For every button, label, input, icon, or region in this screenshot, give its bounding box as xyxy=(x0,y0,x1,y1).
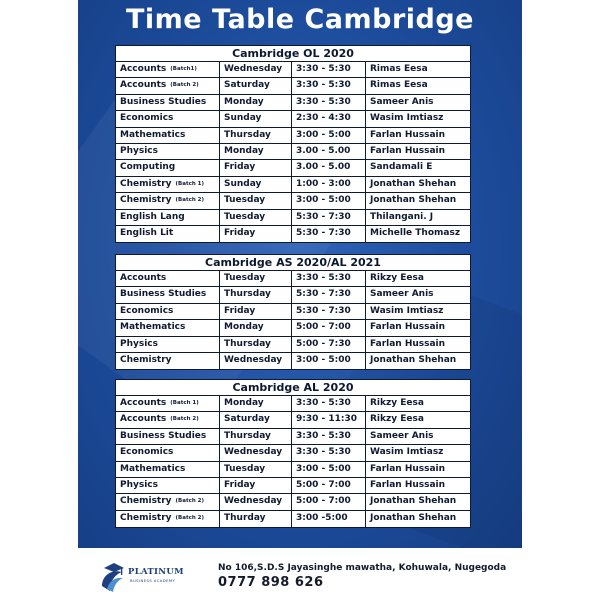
day-cell: Thursday xyxy=(220,337,292,352)
time-cell: 5:00 - 7:00 xyxy=(292,320,366,335)
day-cell: Friday xyxy=(220,478,292,493)
time-cell: 3:00 - 5:00 xyxy=(292,128,366,143)
table-row xyxy=(116,62,470,78)
table-row xyxy=(116,478,470,494)
teacher-cell: Farlan Hussain xyxy=(370,463,446,474)
table-row xyxy=(116,193,470,209)
subject: Computing xyxy=(120,162,176,173)
subject-cell xyxy=(116,511,220,527)
platinum-logo xyxy=(100,560,192,594)
phone-number[interactable]: 0777 898 626 xyxy=(218,575,324,590)
logo-subtitle: BUSINESS ACADEMY xyxy=(130,578,176,583)
time-cell: 5:00 - 7:00 xyxy=(292,478,366,493)
subject-cell xyxy=(116,62,220,77)
table-row xyxy=(116,320,470,336)
teacher-cell: Farlan Hussain xyxy=(370,129,446,140)
teacher-cell: Farlan Hussain xyxy=(370,322,446,333)
al-2020-table xyxy=(115,379,471,528)
table-row xyxy=(116,412,470,428)
teacher-cell: Farlan Hussain xyxy=(370,479,446,490)
batch-label: (Batch 2) xyxy=(175,498,205,505)
timetable-poster xyxy=(78,0,522,548)
subject: Economics xyxy=(120,447,174,458)
table-row xyxy=(116,445,470,461)
teacher-cell: Farlan Hussain xyxy=(370,338,446,349)
day-cell: Thursday xyxy=(220,128,292,143)
subject-cell xyxy=(116,396,220,411)
time-cell: 1:00 - 3:00 xyxy=(292,177,366,192)
time-cell: 3.00 - 5.00 xyxy=(292,144,366,159)
subject: English Lang xyxy=(120,211,185,222)
time-cell: 5:30 - 7:30 xyxy=(292,304,366,319)
day-cell: Saturday xyxy=(220,412,292,427)
subject: Chemistry xyxy=(120,496,172,507)
table-row xyxy=(116,95,470,111)
teacher-cell: Wasim Imtiasz xyxy=(370,305,444,316)
day-cell: Thursday xyxy=(220,429,292,444)
teacher-cell: Rimas Eesa xyxy=(370,80,428,91)
table-row xyxy=(116,111,470,127)
day-cell: Monday xyxy=(220,396,292,411)
subject: Accounts xyxy=(120,398,167,408)
table-row xyxy=(116,160,470,176)
logo-name: PLATINUM xyxy=(128,567,184,577)
time-cell: 5:00 - 7:00 xyxy=(292,494,366,509)
time-cell: 3:00 - 5:00 xyxy=(292,462,366,477)
time-cell: 5:30 - 7:30 xyxy=(292,287,366,302)
subject: Chemistry xyxy=(120,512,172,523)
subject: Accounts xyxy=(120,64,167,74)
table-row xyxy=(116,337,470,353)
teacher-cell: Sameer Anis xyxy=(370,96,434,107)
table-row xyxy=(116,144,470,160)
table-row xyxy=(116,511,470,527)
day-cell: Sunday xyxy=(220,177,292,192)
table-row xyxy=(116,226,470,242)
day-cell: Tuesday xyxy=(220,210,292,225)
subject-cell xyxy=(116,226,220,242)
time-cell: 5:30 - 7:30 xyxy=(292,226,366,242)
subject-cell xyxy=(116,478,220,493)
table-row xyxy=(116,78,470,94)
day-cell: Wednesday xyxy=(220,494,292,509)
day-cell: Friday xyxy=(220,160,292,175)
time-cell: 3:00 -5:00 xyxy=(292,511,366,527)
subject-cell xyxy=(116,193,220,208)
subject: English Lit xyxy=(120,227,174,238)
subject-cell xyxy=(116,353,220,369)
subject-cell xyxy=(116,462,220,477)
subject: Mathematics xyxy=(120,322,186,333)
subject-cell xyxy=(116,304,220,319)
day-cell: Sunday xyxy=(220,111,292,126)
teacher-cell: Michelle Thomasz xyxy=(370,227,461,238)
time-cell: 3:00 - 5:00 xyxy=(292,193,366,208)
teacher-cell: Jonathan Shehan xyxy=(370,354,457,365)
teacher-cell: Jonathan Shehan xyxy=(370,195,457,206)
teacher-cell: Sameer Anis xyxy=(370,430,434,441)
table-row xyxy=(116,210,470,226)
batch-label: (Batch 2) xyxy=(170,416,199,423)
subject-cell xyxy=(116,177,220,192)
day-cell: Tuesday xyxy=(220,271,292,286)
batch-label: (Batch 2) xyxy=(175,514,205,521)
time-cell: 3:30 - 5:30 xyxy=(292,429,366,444)
subject: Economics xyxy=(120,113,174,124)
table-row xyxy=(116,462,470,478)
subject-cell xyxy=(116,160,220,175)
as-2020-al-2021-table xyxy=(115,254,471,370)
day-cell: Monday xyxy=(220,95,292,110)
table-row xyxy=(116,128,470,144)
subject: Mathematics xyxy=(120,129,186,140)
batch-label: (Batch 2) xyxy=(175,197,205,204)
subject: Mathematics xyxy=(120,463,186,474)
teacher-cell: Rikzy Eesa xyxy=(370,273,424,283)
day-cell: Thurday xyxy=(220,511,292,527)
table-row xyxy=(116,177,470,193)
table-heading: Cambridge AS 2020/AL 2021 xyxy=(116,255,470,271)
table-heading: Cambridge OL 2020 xyxy=(116,46,470,62)
teacher-cell: Wasim Imtiasz xyxy=(370,113,444,124)
day-cell: Tuesday xyxy=(220,193,292,208)
table-row xyxy=(116,271,470,287)
day-cell: Saturday xyxy=(220,78,292,93)
subject-cell xyxy=(116,494,220,509)
teacher-cell: Rimas Eesa xyxy=(370,64,428,74)
page-title: Time Table Cambridge xyxy=(125,4,474,35)
teacher-cell: Rikzy Eesa xyxy=(370,398,424,408)
day-cell: Wednesday xyxy=(220,62,292,77)
subject: Business Studies xyxy=(120,96,207,107)
batch-label: (Batch1) xyxy=(170,66,197,72)
subject-cell xyxy=(116,337,220,352)
day-cell: Friday xyxy=(220,226,292,242)
subject-cell xyxy=(116,320,220,335)
table-row xyxy=(116,287,470,303)
time-cell: 5:00 - 7:30 xyxy=(292,337,366,352)
time-cell: 3:30 - 5:30 xyxy=(292,271,366,286)
subject: Accounts xyxy=(120,273,167,283)
table-row xyxy=(116,353,470,369)
subject: Physics xyxy=(120,145,159,156)
subject-cell xyxy=(116,78,220,93)
subject-cell xyxy=(116,210,220,225)
teacher-cell: Thilangani. J xyxy=(370,211,434,222)
table-row xyxy=(116,396,470,412)
time-cell: 2:30 - 4:30 xyxy=(292,111,366,126)
subject-cell xyxy=(116,144,220,159)
teacher-cell: Sameer Anis xyxy=(370,289,434,300)
subject: Physics xyxy=(120,479,159,490)
batch-label: (Batch 1) xyxy=(170,400,199,406)
time-cell: 9:30 - 11:30 xyxy=(292,412,366,427)
subject-cell xyxy=(116,128,220,143)
time-cell: 5:30 - 7:30 xyxy=(292,210,366,225)
day-cell: Monday xyxy=(220,320,292,335)
subject-cell xyxy=(116,111,220,126)
table-row xyxy=(116,304,470,320)
table-row xyxy=(116,429,470,445)
subject-cell xyxy=(116,429,220,444)
time-cell: 3:00 - 5:00 xyxy=(292,353,366,369)
subject: Business Studies xyxy=(120,430,207,441)
time-cell: 3:30 - 5:30 xyxy=(292,396,366,411)
day-cell: Friday xyxy=(220,304,292,319)
table-heading: Cambridge AL 2020 xyxy=(116,380,470,396)
subject: Physics xyxy=(120,338,159,349)
time-cell: 3:30 - 5:30 xyxy=(292,78,366,93)
table-row xyxy=(116,494,470,510)
batch-label: (Batch 2) xyxy=(170,82,199,89)
subject: Business Studies xyxy=(120,289,207,300)
graduation-cap-globe-icon xyxy=(100,560,126,594)
ol-2020-table xyxy=(115,45,471,243)
teacher-cell: Jonathan Shehan xyxy=(370,496,457,507)
subject-cell xyxy=(116,445,220,460)
subject: Accounts xyxy=(120,80,167,91)
day-cell: Wednesday xyxy=(220,353,292,369)
day-cell: Thursday xyxy=(220,287,292,302)
teacher-cell: Wasim Imtiasz xyxy=(370,447,444,458)
time-cell: 3:30 - 5:30 xyxy=(292,95,366,110)
subject-cell xyxy=(116,95,220,110)
day-cell: Tuesday xyxy=(220,462,292,477)
time-cell: 3:30 - 5:30 xyxy=(292,445,366,460)
address: No 106,S.D.S Jayasinghe mawatha, Kohuwala, Nugegoda xyxy=(218,563,507,573)
time-cell: 3.00 - 5.00 xyxy=(292,160,366,175)
subject: Accounts xyxy=(120,414,167,425)
teacher-cell: Rikzy Eesa xyxy=(370,414,424,425)
subject: Chemistry xyxy=(120,354,172,365)
subject: Economics xyxy=(120,305,174,316)
time-cell: 3:30 - 5:30 xyxy=(292,62,366,77)
subject: Chemistry xyxy=(120,195,172,206)
subject: Chemistry xyxy=(120,178,172,189)
teacher-cell: Jonathan Shehan xyxy=(370,512,457,523)
subject-cell xyxy=(116,287,220,302)
day-cell: Monday xyxy=(220,144,292,159)
teacher-cell: Sandamali E xyxy=(370,162,433,173)
teacher-cell: Farlan Hussain xyxy=(370,145,446,156)
batch-label: (Batch 1) xyxy=(175,180,205,187)
subject-cell xyxy=(116,271,220,286)
subject-cell xyxy=(116,412,220,427)
day-cell: Wednesday xyxy=(220,445,292,460)
teacher-cell: Jonathan Shehan xyxy=(370,178,457,189)
